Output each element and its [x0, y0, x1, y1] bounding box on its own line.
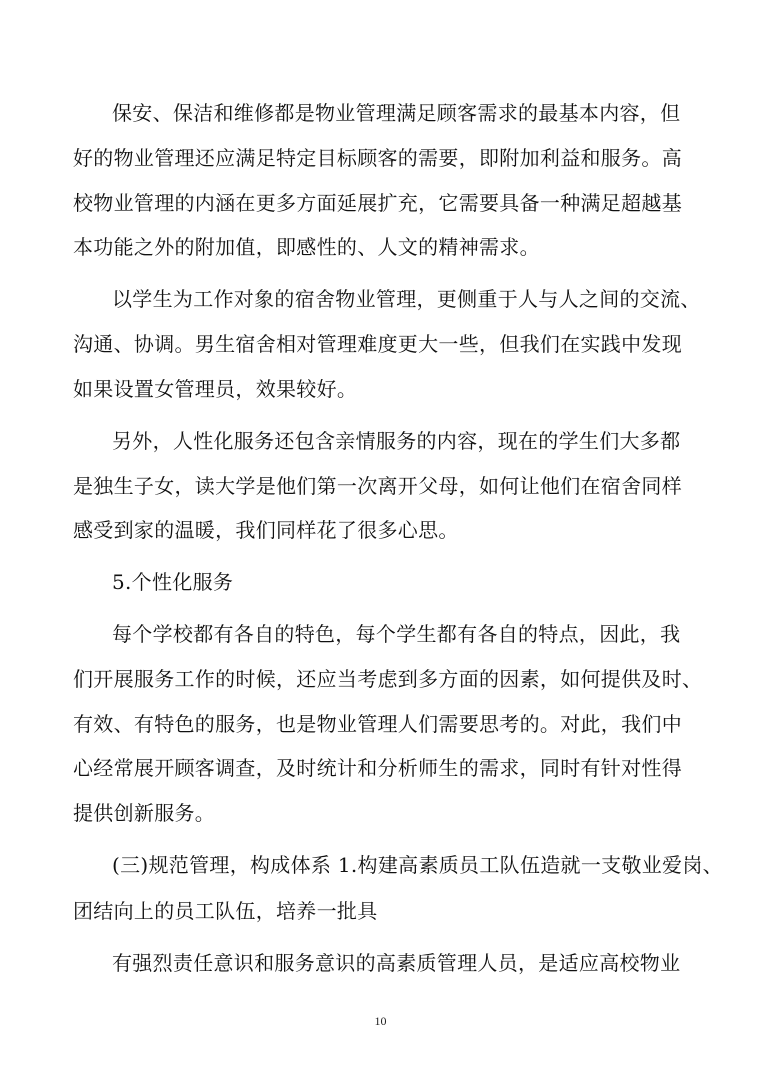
- paragraph-5-line-5: 提供创新服务。: [73, 801, 216, 825]
- paragraph-3-line-1: 另外，人性化服务还包含亲情服务的内容，现在的学生们大多都: [112, 429, 681, 453]
- paragraph-7-line-1: 有强烈责任意识和服务意识的高素质管理人员，是适应高校物业: [112, 951, 681, 975]
- paragraph-2-line-2: 沟通、协调。男生宿舍相对管理难度更大一些，但我们在实践中发现: [73, 332, 682, 356]
- paragraph-1-line-3: 校物业管理的内涵在更多方面延展扩充，它需要具备一种满足超越基: [73, 191, 682, 215]
- page-number: 10: [374, 1014, 387, 1028]
- paragraph-1-line-1: 保安、保洁和维修都是物业管理满足顾客需求的最基本内容，但: [112, 101, 681, 125]
- paragraph-6-line-2: 团结向上的员工队伍，培养一批具: [73, 899, 378, 923]
- paragraph-2-line-1: 以学生为工作对象的宿舍物业管理，更侧重于人与人之间的交流、: [112, 287, 701, 311]
- paragraph-5-line-2: 们开展服务工作的时候，还应当考虑到多方面的因素，如何提供及时、: [73, 667, 703, 691]
- paragraph-5-line-4: 心经常展开顾客调查，及时统计和分析师生的需求，同时有针对性得: [73, 756, 682, 780]
- paragraph-3-line-2: 是独生子女，读大学是他们第一次离开父母，如何让他们在宿舍同样: [73, 474, 682, 498]
- paragraph-6-line-1: (三)规范管理，构成体系 1.构建高素质员工队伍造就一支敬业爱岗、: [112, 853, 723, 877]
- paragraph-1-line-4: 本功能之外的附加值，即感性的、人文的精神需求。: [73, 235, 540, 259]
- paragraph-1-line-2: 好的物业管理还应满足特定目标顾客的需要，即附加利益和服务。高: [73, 146, 682, 170]
- paragraph-5-line-3: 有效、有特色的服务，也是物业管理人们需要思考的。对此，我们中: [73, 712, 682, 736]
- paragraph-3-line-3: 感受到家的温暖，我们同样花了很多心思。: [73, 518, 459, 542]
- paragraph-2-line-3: 如果设置女管理员，效果较好。: [73, 377, 358, 401]
- paragraph-5-line-1: 每个学校都有各自的特色，每个学生都有各自的特点，因此，我: [112, 622, 681, 646]
- section-heading-personalized-service: 5.个性化服务: [112, 570, 234, 594]
